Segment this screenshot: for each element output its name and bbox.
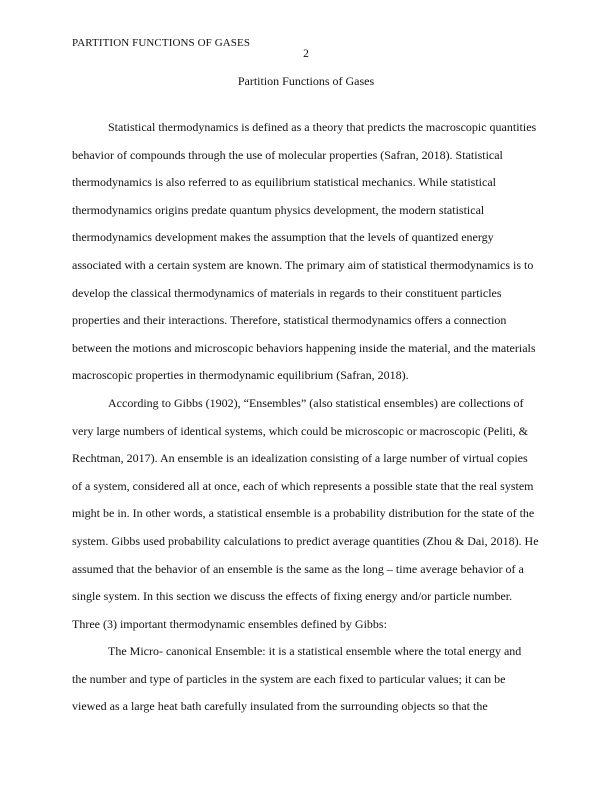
paragraph-line: According to Gibbs (1902), “Ensembles” (also statistical ensembles) are collections of xyxy=(108,395,524,410)
paragraph-line: very large numbers of identical systems, which could be microscopic or macroscopic (Peliti, & xyxy=(72,423,528,438)
paragraph-micro-canonical xyxy=(72,638,544,721)
document-title: Partition Functions of Gases xyxy=(237,74,375,88)
paragraph-line: associated with a certain system are known. The primary aim of statistical thermodynamics is to xyxy=(72,257,534,272)
paragraph-line: single system. In this section we discuss the effects of fixing energy and/or particle number. xyxy=(72,589,513,604)
paragraph-line: Rechtman, 2017). An ensemble is an idealization consisting of a large number of virtual copies xyxy=(72,451,528,466)
paragraph-statistical-thermodynamics xyxy=(72,114,544,390)
paragraph-line: behavior of compounds through the use of molecular properties (Safran, 2018). Statistical xyxy=(72,147,503,162)
paragraph-line: of a system, considered all at once, each of which represents a possible state that the real system xyxy=(72,478,534,493)
paragraph-ensembles xyxy=(72,390,544,638)
paragraph-line: system. Gibbs used probability calculations to predict average quantities (Zhou & Dai, 2018). He xyxy=(72,533,539,548)
paragraph-line: the number and type of particles in the system are each fixed to particular values; it can be xyxy=(72,671,506,686)
paragraph-line: assumed that the behavior of an ensemble is the same as the long – time average behavior of a xyxy=(72,561,524,576)
paragraph-line: between the motions and microscopic behaviors happening inside the material, and the materials xyxy=(72,340,536,355)
running-head: PARTITION FUNCTIONS OF GASES xyxy=(72,37,251,49)
paragraph-line: thermodynamics origins predate quantum physics development, the modern statistical xyxy=(72,202,485,217)
paragraph-line: viewed as a large heat bath carefully insulated from the surrounding objects so that the xyxy=(72,699,488,714)
paragraph-line: Three (3) important thermodynamic ensembles defined by Gibbs: xyxy=(72,616,387,631)
paragraph-line: thermodynamics is also referred to as equilibrium statistical mechanics. While statistical xyxy=(72,175,496,190)
paragraph-line: might be in. In other words, a statistical ensemble is a probability distribution for the state of the xyxy=(72,506,535,521)
paragraph-line: Statistical thermodynamics is defined as a theory that predicts the macroscopic quantities xyxy=(108,120,537,134)
paragraph-line: properties and their interactions. Therefore, statistical thermodynamics offers a connection xyxy=(72,313,507,328)
document-body xyxy=(72,114,544,721)
paragraph-line: thermodynamics development makes the assumption that the levels of quantized energy xyxy=(72,230,494,245)
paragraph-line: develop the classical thermodynamics of materials in regards to their constituent particles xyxy=(72,285,502,300)
paragraph-line: The Micro- canonical Ensemble: it is a statistical ensemble where the total energy and xyxy=(108,644,522,659)
paragraph-line: macroscopic properties in thermodynamic equilibrium (Safran, 2018). xyxy=(72,368,409,383)
page-number: 2 xyxy=(303,48,309,60)
